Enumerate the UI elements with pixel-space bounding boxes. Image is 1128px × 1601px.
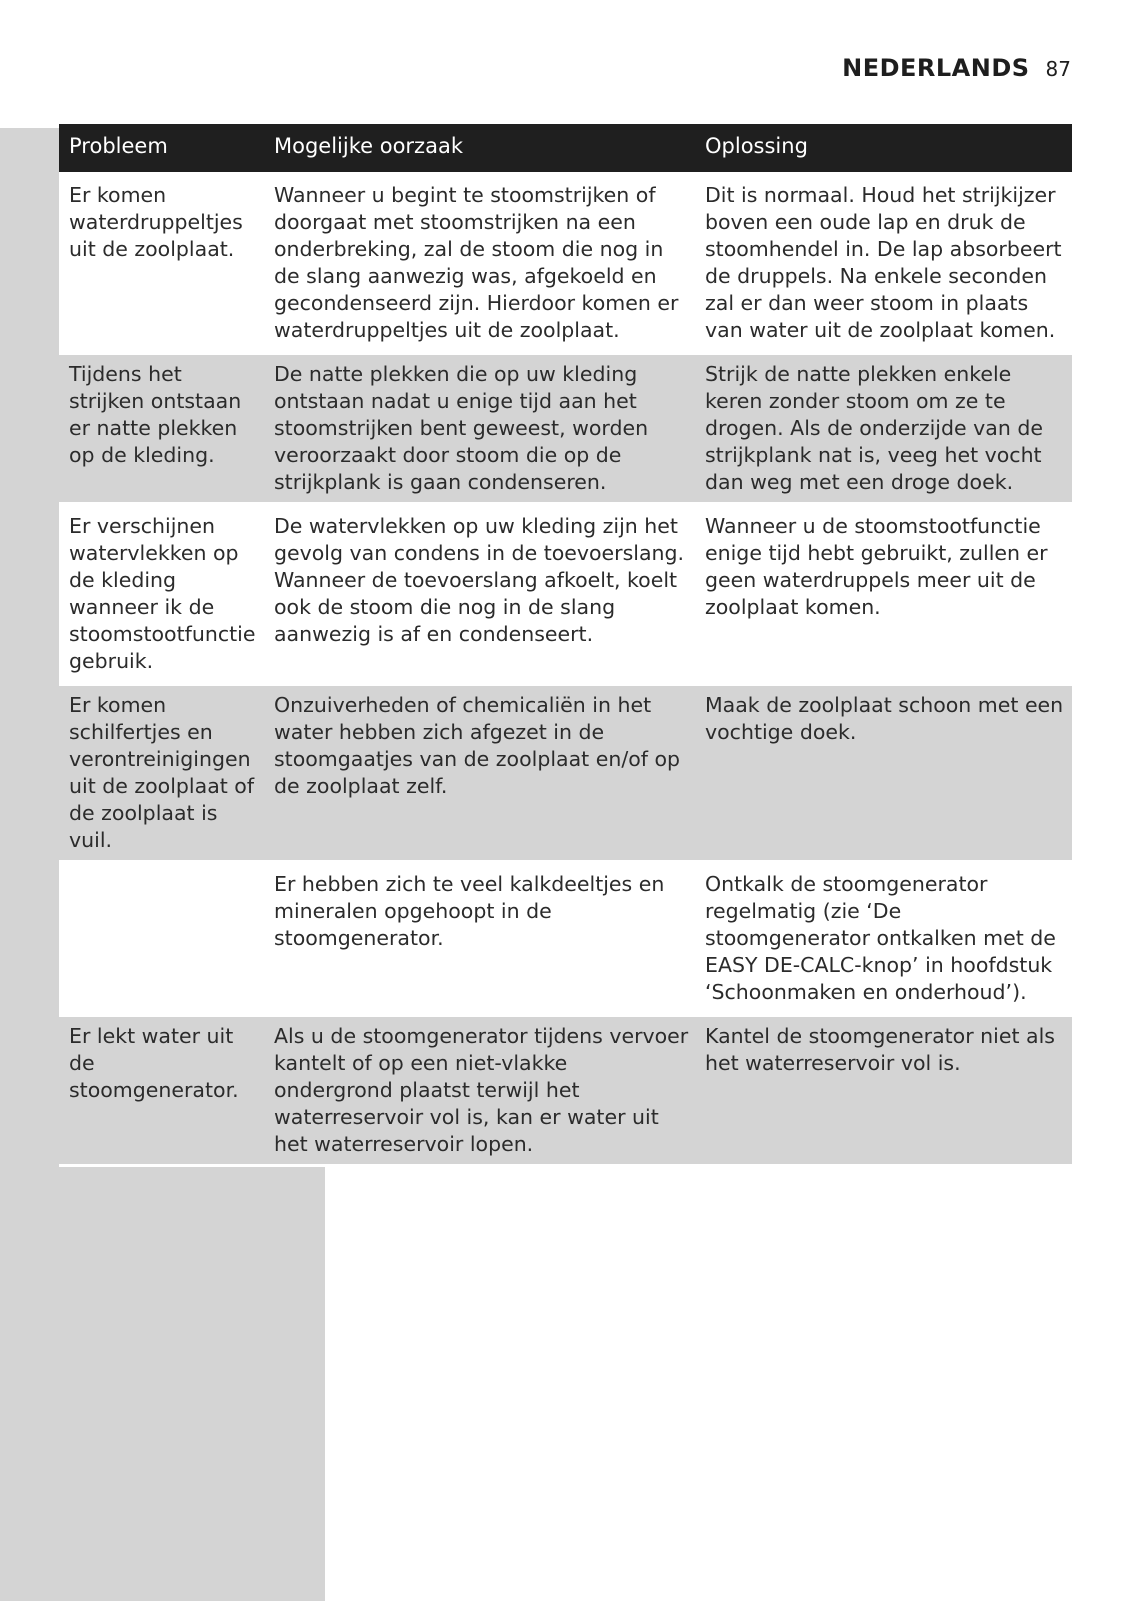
- table-row: [59, 1017, 1072, 1167]
- table-row: [59, 865, 1072, 1017]
- column-header-cause: Mogelijke oorzaak: [264, 124, 695, 176]
- cause-cell: Wanneer u begint te stoomstrijken of doorgaat met stoomstrijken na een onderbreking, zal de stoom die nog in de slang aanwezig was, afgekoeld en gecondenseerd zijn. Hierdoor komen er waterdruppeltjes uit de zoolplaat.: [264, 176, 695, 355]
- table-header-row: [59, 124, 1072, 176]
- cause-cell: Er hebben zich te veel kalkdeeltjes en mineralen opgehoopt in de stoomgenerator.: [264, 865, 695, 1017]
- solution-cell: Kantel de stoomgenerator niet als het waterreservoir vol is.: [695, 1017, 1072, 1167]
- troubleshooting-table: [59, 124, 1072, 1167]
- language-label: NEDERLANDS: [842, 54, 1030, 82]
- cause-cell: Als u de stoomgenerator tijdens vervoer kantelt of op een niet-vlakke ondergrond plaatst terwijl het waterreservoir vol is, kan er water uit het waterreservoir lopen.: [264, 1017, 695, 1167]
- page-number: 87: [1045, 57, 1071, 81]
- problem-cell: Er verschijnen watervlekken op de kleding wanneer ik de stoomstootfunctie gebruik.: [59, 507, 264, 686]
- solution-cell: Maak de zoolplaat schoon met een vochtige doek.: [695, 686, 1072, 865]
- problem-cell: Tijdens het strijken ontstaan er natte plekken op de kleding.: [59, 355, 264, 507]
- problem-cell: Er komen waterdruppeltjes uit de zoolplaat.: [59, 176, 264, 355]
- solution-cell: Dit is normaal. Houd het strijkijzer boven een oude lap en druk de stoomhendel in. De lap absorbeert de druppels. Na enkele seconden zal er dan weer stoom in plaats van water uit de zoolplaat komen.: [695, 176, 1072, 355]
- table-row: [59, 507, 1072, 686]
- column-header-solution: Oplossing: [695, 124, 1072, 176]
- cause-cell: Onzuiverheden of chemicaliën in het water hebben zich afgezet in de stoomgaatjes van de zoolplaat en/of op de zoolplaat zelf.: [264, 686, 695, 865]
- solution-cell: Strijk de natte plekken enkele keren zonder stoom om ze te drogen. Als de onderzijde van de strijkplank nat is, veeg het vocht dan weg met een droge doek.: [695, 355, 1072, 507]
- table-row: [59, 355, 1072, 507]
- cause-cell: De watervlekken op uw kleding zijn het gevolg van condens in de toevoerslang. Wanneer de toevoerslang afkoelt, koelt ook de stoom die nog in de slang aanwezig is af en condenseert.: [264, 507, 695, 686]
- solution-cell: Wanneer u de stoomstootfunctie enige tijd hebt gebruikt, zullen er geen waterdruppels meer uit de zoolplaat komen.: [695, 507, 1072, 686]
- table-row: [59, 176, 1072, 355]
- page-header: [842, 54, 1071, 82]
- column-header-problem: Probleem: [59, 124, 264, 176]
- cause-cell: De natte plekken die op uw kleding ontstaan nadat u enige tijd aan het stoomstrijken bent geweest, worden veroorzaakt door stoom die op de strijkplank is gaan condenseren.: [264, 355, 695, 507]
- problem-cell: Er lekt water uit de stoomgenerator.: [59, 1017, 264, 1167]
- problem-cell: Er komen schilfertjes en verontreinigingen uit de zoolplaat of de zoolplaat is vuil.: [59, 686, 264, 865]
- problem-cell: [59, 865, 264, 1017]
- table-row: [59, 686, 1072, 865]
- solution-cell: Ontkalk de stoomgenerator regelmatig (zie ‘De stoomgenerator ontkalken met de EASY DE-CALC-knop’ in hoofdstuk ‘Schoonmaken en onderhoud’).: [695, 865, 1072, 1017]
